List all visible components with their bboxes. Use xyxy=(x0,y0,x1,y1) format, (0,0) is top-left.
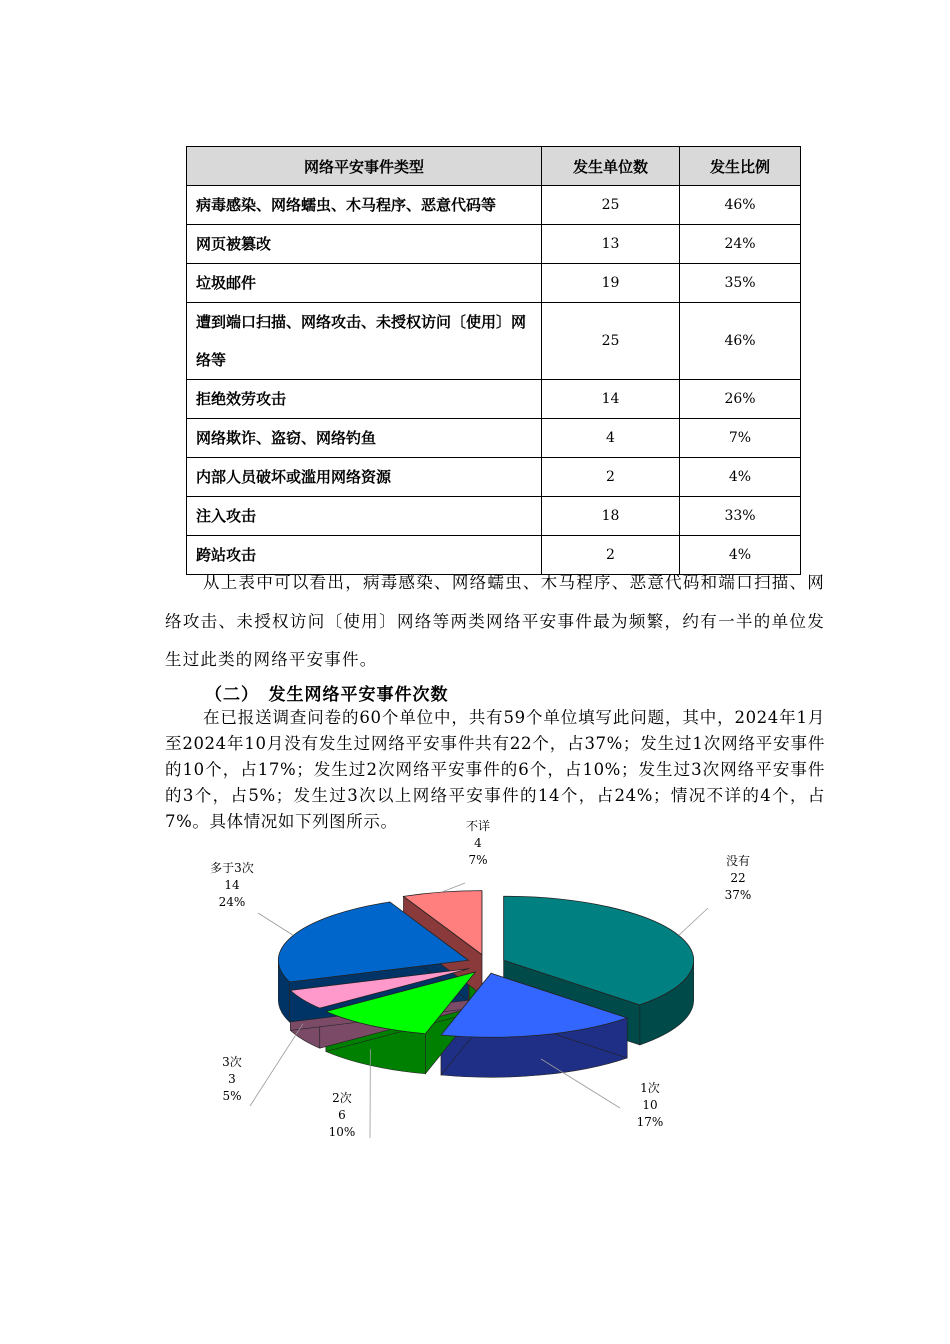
table-row xyxy=(187,225,801,264)
table-row xyxy=(187,264,801,303)
slice-value: 3 xyxy=(228,1072,236,1086)
slice-label: 不详 xyxy=(465,819,491,833)
count-cell: 25 xyxy=(542,303,680,380)
slice-percent: 5% xyxy=(222,1089,242,1103)
header-ratio: 发生比例 xyxy=(680,147,801,186)
type-cell: 跨站攻击 xyxy=(187,536,542,575)
leader-line xyxy=(258,913,293,935)
count-cell: 2 xyxy=(542,458,680,497)
table-row xyxy=(187,458,801,497)
count-cell: 4 xyxy=(542,419,680,458)
incident-count-paragraph: 在已报送调查问卷的60个单位中，共有59个单位填写此问题，其中，2024年1月至2024年10月没有发生过网络平安事件共有22个，占37%；发生过1次网络平安事件的10个，占17%；发生过2次网络平安事件的6个，占10%；发生过3次网络平安事件的3个，占5%；发生过3次以上网络平安事件的14个，占24%；情况不详的4个，占7%。具体情况如下列图所示。 xyxy=(165,708,825,831)
count-cell: 13 xyxy=(542,225,680,264)
slice-label: 多于3次 xyxy=(210,861,254,875)
slice-percent: 24% xyxy=(218,895,246,909)
count-cell: 19 xyxy=(542,264,680,303)
table-row xyxy=(187,380,801,419)
ratio-cell: 4% xyxy=(680,458,801,497)
table-header-row xyxy=(187,147,801,186)
ratio-cell: 4% xyxy=(680,536,801,575)
section-heading: （二） 发生网络平安事件次数 xyxy=(205,685,449,705)
ratio-cell: 46% xyxy=(680,186,801,225)
type-cell: 遭到端口扫描、网络攻击、未授权访问〔使用〕网络等 xyxy=(187,303,542,380)
ratio-cell: 35% xyxy=(680,264,801,303)
count-cell: 2 xyxy=(542,536,680,575)
type-cell: 内部人员破坏或滥用网络资源 xyxy=(187,458,542,497)
slice-value: 4 xyxy=(474,836,482,850)
ratio-cell: 33% xyxy=(680,497,801,536)
type-cell: 网页被篡改 xyxy=(187,225,542,264)
table-row xyxy=(187,303,801,380)
slice-label: 没有 xyxy=(725,854,751,868)
type-cell: 网络欺诈、盗窃、网络钓鱼 xyxy=(187,419,542,458)
slice-label: 3次 xyxy=(222,1055,242,1069)
slice-percent: 17% xyxy=(636,1115,664,1129)
slice-label: 1次 xyxy=(640,1081,660,1095)
count-cell: 18 xyxy=(542,497,680,536)
incident-count-pie-chart xyxy=(180,819,780,1178)
table-row xyxy=(187,419,801,458)
table-row xyxy=(187,186,801,225)
slice-label: 2次 xyxy=(332,1091,352,1105)
leader-line xyxy=(679,908,708,935)
count-cell: 25 xyxy=(542,186,680,225)
table-row xyxy=(187,497,801,536)
type-cell: 垃圾邮件 xyxy=(187,264,542,303)
slice-percent: 37% xyxy=(724,888,752,902)
summary-paragraph: 从上表中可以看出，病毒感染、网络蠕虫、木马程序、恶意代码和端口扫描、网络攻击、未授权访问〔使用〕网络等两类网络平安事件最为频繁，约有一半的单位发生过此类的网络平安事件。 xyxy=(165,573,825,669)
count-cell: 14 xyxy=(542,380,680,419)
slice-percent: 7% xyxy=(468,853,488,867)
leader-line xyxy=(250,1024,303,1106)
incident-type-table xyxy=(186,146,801,575)
ratio-cell: 46% xyxy=(680,303,801,380)
table-body xyxy=(187,186,801,575)
slice-value: 10 xyxy=(642,1098,658,1112)
ratio-cell: 24% xyxy=(680,225,801,264)
slice-value: 14 xyxy=(224,878,240,892)
ratio-cell: 26% xyxy=(680,380,801,419)
type-cell: 拒绝效劳攻击 xyxy=(187,380,542,419)
type-cell: 病毒感染、网络蠕虫、木马程序、恶意代码等 xyxy=(187,186,542,225)
slice-percent: 10% xyxy=(328,1125,356,1139)
ratio-cell: 7% xyxy=(680,419,801,458)
header-type: 网络平安事件类型 xyxy=(187,147,542,186)
header-count: 发生单位数 xyxy=(542,147,680,186)
slice-value: 22 xyxy=(730,871,746,885)
slice-value: 6 xyxy=(338,1108,346,1122)
type-cell: 注入攻击 xyxy=(187,497,542,536)
